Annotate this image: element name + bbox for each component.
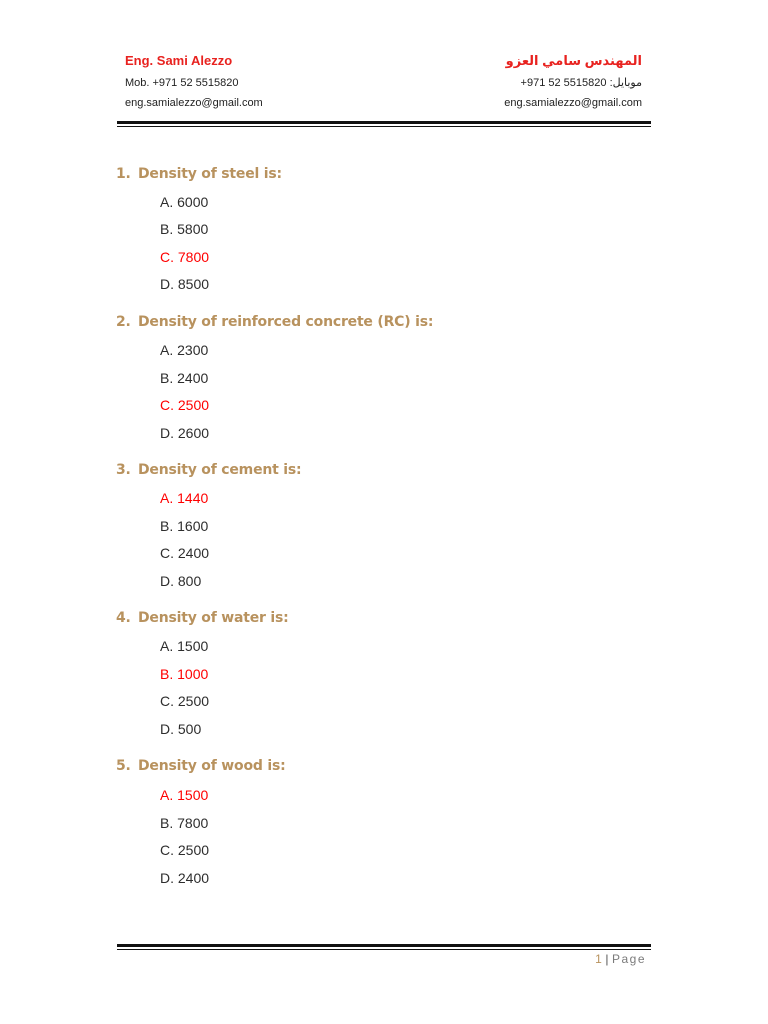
option-d: D. 2400 [160, 870, 210, 886]
option-b: B. 2400 [160, 370, 209, 386]
question-text: Density of cement is: [138, 462, 302, 478]
author-email-arabic: eng.samialezzo@gmail.com [504, 97, 642, 109]
question-number: 2. [116, 314, 131, 330]
option-d: D. 8500 [160, 276, 210, 292]
question-number: 4. [116, 610, 131, 626]
author-name-arabic: المهندس سامي العزو [505, 53, 642, 68]
option-a-correct: A. 1440 [160, 490, 209, 506]
page-label: Page [611, 952, 646, 966]
author-name: Eng. Sami Alezzo [125, 53, 233, 68]
option-d: D. 2600 [160, 425, 210, 441]
question-text: Density of steel is: [138, 166, 282, 182]
option-a: A. 2300 [160, 342, 209, 358]
page-number: 1 [595, 952, 604, 966]
option-c-correct: C. 7800 [160, 249, 210, 265]
question-title [116, 165, 656, 183]
option-a: A. 6000 [160, 194, 209, 210]
question-text: Density of water is: [138, 610, 289, 626]
option-a: A. 1500 [160, 638, 209, 654]
author-mobile: Mob. +971 52 5515820 [125, 77, 239, 89]
mobile-label-arabic: موبايل: [609, 77, 642, 89]
question-text: Density of reinforced concrete (RC) is: [138, 314, 434, 330]
footer-divider [117, 944, 651, 950]
option-c: C. 2500 [160, 842, 210, 858]
option-c: C. 2400 [160, 545, 210, 561]
question-1 [116, 165, 656, 292]
option-b-correct: B. 1000 [160, 666, 209, 682]
mobile-number: +971 52 5515820 [520, 77, 607, 89]
question-3 [116, 461, 656, 589]
question-4 [116, 609, 656, 737]
option-c-correct: C. 2500 [160, 397, 210, 413]
question-number: 5. [116, 758, 131, 774]
question-number: 1. [116, 166, 131, 182]
option-b: B. 5800 [160, 221, 209, 237]
question-title [116, 609, 656, 627]
question-title [116, 757, 656, 775]
header-left [125, 52, 263, 110]
question-5 [116, 757, 656, 886]
page-footer [595, 952, 646, 966]
question-text: Density of wood is: [138, 758, 286, 774]
option-d: D. 800 [160, 573, 202, 589]
option-d: D. 500 [160, 721, 202, 737]
question-title [116, 313, 656, 331]
header-right [504, 52, 642, 110]
footer-separator: | [605, 952, 610, 966]
author-email: eng.samialezzo@gmail.com [125, 97, 263, 109]
option-b: B. 7800 [160, 815, 209, 831]
option-c: C. 2500 [160, 693, 210, 709]
question-title [116, 461, 656, 479]
author-mobile-arabic [504, 77, 642, 90]
question-number: 3. [116, 462, 131, 478]
option-a-correct: A. 1500 [160, 787, 209, 803]
question-2 [116, 313, 656, 441]
option-b: B. 1600 [160, 518, 209, 534]
header-divider [117, 121, 651, 127]
